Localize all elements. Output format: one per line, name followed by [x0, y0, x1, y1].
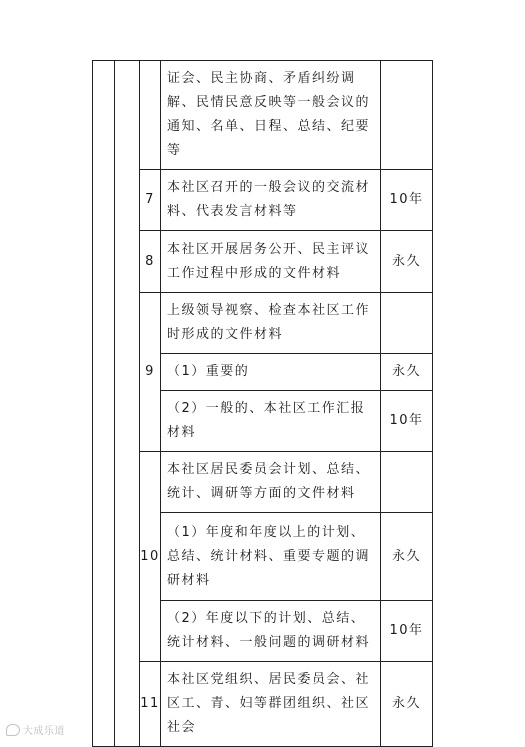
- retention-period: 10年: [381, 601, 433, 662]
- table-row: [93, 61, 433, 170]
- row-content: 证会、民主协商、矛盾纠纷调解、民情民意反映等一般会议的通知、名单、日程、总结、纪要等: [161, 61, 381, 170]
- row-content: （1）年度和年度以上的计划、总结、统计材料、重要专题的调研材料: [161, 513, 381, 601]
- retention-period: 永久: [381, 354, 433, 391]
- row-number: 8: [140, 231, 161, 293]
- row-content: （2）一般的、本社区工作汇报材料: [161, 391, 381, 452]
- row-number: 9: [140, 293, 161, 452]
- row-number: 7: [140, 170, 161, 231]
- row-content: 本社区居民委员会计划、总结、统计、调研等方面的文件材料: [161, 452, 381, 513]
- retention-period: 永久: [381, 662, 433, 747]
- retention-period: 10年: [381, 170, 433, 231]
- retention-period: [381, 293, 433, 354]
- row-content: （2）年度以下的计划、总结、统计材料、一般问题的调研材料: [161, 601, 381, 662]
- row-content: 本社区开展居务公开、民主评议工作过程中形成的文件材料: [161, 231, 381, 293]
- row-content: 上级领导视察、检查本社区工作时形成的文件材料: [161, 293, 381, 354]
- row-content: 本社区召开的一般会议的交流材料、代表发言材料等: [161, 170, 381, 231]
- retention-period: [381, 61, 433, 170]
- watermark-logo-icon: [6, 724, 20, 736]
- subcategory-cell: [115, 61, 140, 747]
- retention-period: 永久: [381, 513, 433, 601]
- watermark: [6, 722, 65, 737]
- row-number: 11: [140, 662, 161, 747]
- table-row: [93, 662, 433, 747]
- row-content: （1）重要的: [161, 354, 381, 391]
- table-row: [93, 293, 433, 354]
- retention-period: 10年: [381, 391, 433, 452]
- row-number: [140, 61, 161, 170]
- category-cell: [93, 61, 115, 747]
- watermark-text: 大成乐道: [23, 726, 65, 737]
- row-content: 本社区党组织、居民委员会、社区工、青、妇等群团组织、社区社会: [161, 662, 381, 747]
- row-number: 10: [140, 452, 161, 662]
- table-row: [93, 170, 433, 231]
- retention-period: 永久: [381, 231, 433, 293]
- table-row: [93, 231, 433, 293]
- retention-table: [92, 60, 433, 747]
- retention-period: [381, 452, 433, 513]
- table-row: [93, 452, 433, 513]
